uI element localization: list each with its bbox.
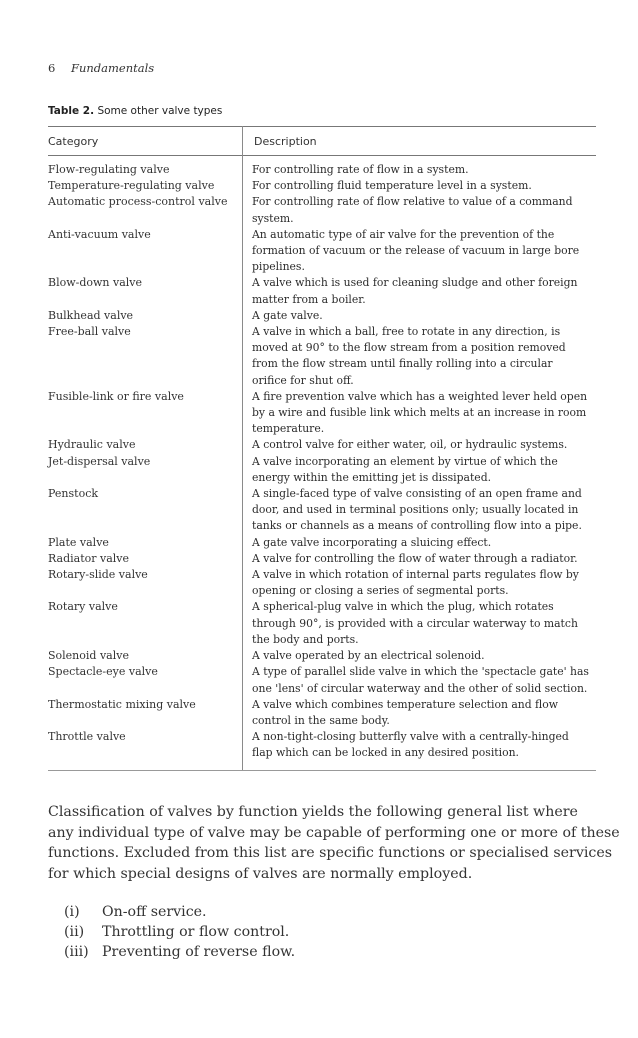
table-bottom-rule <box>48 770 596 771</box>
table-body <box>48 162 596 762</box>
table-top-rule <box>48 126 596 127</box>
list-text: On-off service. <box>102 904 207 920</box>
paragraph-line: for which special designs of valves are normally employed. <box>48 865 473 882</box>
category-cell: Hydraulic valve <box>48 438 136 452</box>
description-line: A single-faced type of valve consisting of an open frame and <box>252 487 582 501</box>
table-row <box>48 389 596 438</box>
running-head <box>48 61 154 75</box>
category-cell: Spectacle-eye valve <box>48 665 158 679</box>
description-line: system. <box>252 211 294 225</box>
description-line: A spherical-plug valve in which the plug, which rotates <box>252 600 554 614</box>
table-row <box>48 648 596 664</box>
table-row <box>48 729 596 761</box>
function-list <box>64 902 295 962</box>
description-cell <box>252 599 592 648</box>
description-line: door, and used in terminal positions only; usually located in <box>252 503 579 517</box>
description-line: A fire prevention valve which has a weighted lever held open <box>252 389 588 403</box>
category-cell: Temperature-regulating valve <box>48 179 215 193</box>
table-row <box>48 194 596 226</box>
category-cell: Flow-regulating valve <box>48 163 170 176</box>
description-line: opening or closing a series of segmental ports. <box>252 584 509 598</box>
table-caption-label: Table 2. <box>48 105 95 117</box>
description-line: matter from a boiler. <box>252 292 366 306</box>
paragraph-line: Classification of valves by function yields the following general list where <box>48 804 578 820</box>
description-cell <box>252 535 592 551</box>
description-line: by a wire and fusible link which melts at an increase in room <box>252 406 587 420</box>
table-row <box>48 275 596 307</box>
table-row <box>48 697 596 729</box>
category-cell: Rotary-slide valve <box>48 568 148 582</box>
description-line: For controlling fluid temperature level in a system. <box>252 179 532 193</box>
page-number: 6 <box>48 61 56 75</box>
table-row <box>48 437 596 453</box>
description-line: pipelines. <box>252 260 305 274</box>
table-row <box>48 567 596 599</box>
description-line: A type of parallel slide valve in which the 'spectacle gate' has <box>252 665 589 679</box>
category-cell: Anti-vacuum valve <box>48 227 151 241</box>
table-row <box>48 324 596 389</box>
description-cell <box>252 664 592 696</box>
description-cell <box>252 551 592 567</box>
description-line: the body and ports. <box>252 632 359 646</box>
category-cell: Free-ball valve <box>48 325 131 339</box>
table-row <box>48 599 596 648</box>
list-item <box>64 922 295 942</box>
description-line: A valve which combines temperature selection and flow <box>252 697 559 711</box>
category-cell: Fusible-link or fire valve <box>48 389 184 403</box>
description-line: An automatic type of air valve for the prevention of the <box>252 227 555 241</box>
description-line: For controlling rate of flow in a system. <box>252 163 469 176</box>
category-cell: Throttle valve <box>48 730 126 744</box>
list-number: (ii) <box>64 924 85 940</box>
table-row <box>48 227 596 276</box>
table-row <box>48 308 596 324</box>
description-cell <box>252 194 592 226</box>
table-caption-text: Some other valve types <box>97 105 223 117</box>
paragraph-line: any individual type of valve may be capable of performing one or more of these <box>48 824 620 841</box>
list-item <box>64 902 295 922</box>
category-cell: Radiator valve <box>48 551 130 565</box>
list-text: Throttling or flow control. <box>102 924 290 940</box>
description-cell <box>252 162 592 178</box>
description-cell <box>252 729 592 761</box>
list-item <box>64 942 295 962</box>
header-category: Category <box>48 135 99 148</box>
description-cell <box>252 648 592 664</box>
description-line: orifice for shut off. <box>252 373 354 387</box>
description-cell <box>252 324 592 389</box>
chapter-title: Fundamentals <box>70 61 155 75</box>
category-cell: Solenoid valve <box>48 649 129 663</box>
list-text: Preventing of reverse flow. <box>102 944 296 960</box>
body-paragraph <box>48 802 620 884</box>
description-line: A valve for controlling the flow of water through a radiator. <box>252 551 578 565</box>
list-number: (i) <box>64 904 80 920</box>
description-line: A gate valve incorporating a sluicing effect. <box>252 535 492 549</box>
description-line: A valve operated by an electrical solenoid. <box>252 649 485 663</box>
table-caption <box>48 105 222 117</box>
description-cell <box>252 308 592 324</box>
table-row <box>48 535 596 551</box>
description-line: energy within the emitting jet is dissipated. <box>252 470 492 484</box>
list-number: (iii) <box>64 944 89 960</box>
paragraph-line: functions. Excluded from this list are specific functions or specialised services <box>48 845 613 861</box>
description-line: formation of vacuum or the release of vacuum in large bore <box>252 244 580 258</box>
category-cell: Automatic process-control valve <box>48 195 228 209</box>
category-cell: Penstock <box>48 487 99 501</box>
description-line: one 'lens' of circular waterway and the other of solid section. <box>252 681 588 695</box>
description-line: A valve in which rotation of internal parts regulates flow by <box>252 568 579 582</box>
description-line: flap which can be locked in any desired position. <box>252 746 519 760</box>
table-header-rule <box>48 155 596 156</box>
table-row <box>48 486 596 535</box>
description-line: from the flow stream until finally rolling into a circular <box>252 357 553 371</box>
category-cell: Blow-down valve <box>48 276 143 290</box>
category-cell: Thermostatic mixing valve <box>48 697 196 711</box>
table-row <box>48 178 596 194</box>
description-cell <box>252 227 592 276</box>
description-line: For controlling rate of flow relative to value of a command <box>252 195 573 209</box>
description-cell <box>252 567 592 599</box>
category-cell: Rotary valve <box>48 600 118 614</box>
description-cell <box>252 697 592 729</box>
description-line: A gate valve. <box>252 308 323 322</box>
table-row <box>48 664 596 696</box>
description-line: through 90°, is provided with a circular waterway to match <box>252 616 578 630</box>
description-cell <box>252 275 592 307</box>
description-cell <box>252 389 592 438</box>
header-description: Description <box>254 135 317 148</box>
category-cell: Plate valve <box>48 535 109 549</box>
description-cell <box>252 178 592 194</box>
table-row <box>48 454 596 486</box>
valve-types-table <box>48 126 596 771</box>
description-cell <box>252 437 592 453</box>
description-line: A non-tight-closing butterfly valve with a centrally-hinged <box>252 730 569 744</box>
description-line: moved at 90° to the flow stream from a position removed <box>252 341 566 355</box>
category-cell: Bulkhead valve <box>48 308 134 322</box>
table-row <box>48 551 596 567</box>
description-line: A valve which is used for cleaning sludge and other foreign <box>252 276 578 290</box>
description-cell <box>252 486 592 535</box>
description-line: temperature. <box>252 422 325 436</box>
description-cell <box>252 454 592 486</box>
description-line: control in the same body. <box>252 713 390 727</box>
description-line: A valve in which a ball, free to rotate in any direction, is <box>252 325 561 339</box>
table-row <box>48 162 596 178</box>
category-cell: Jet-dispersal valve <box>48 454 151 468</box>
description-line: A valve incorporating an element by virtue of which the <box>252 454 558 468</box>
description-line: A control valve for either water, oil, or hydraulic systems. <box>252 438 568 452</box>
description-line: tanks or channels as a means of controlling flow into a pipe. <box>252 519 582 533</box>
